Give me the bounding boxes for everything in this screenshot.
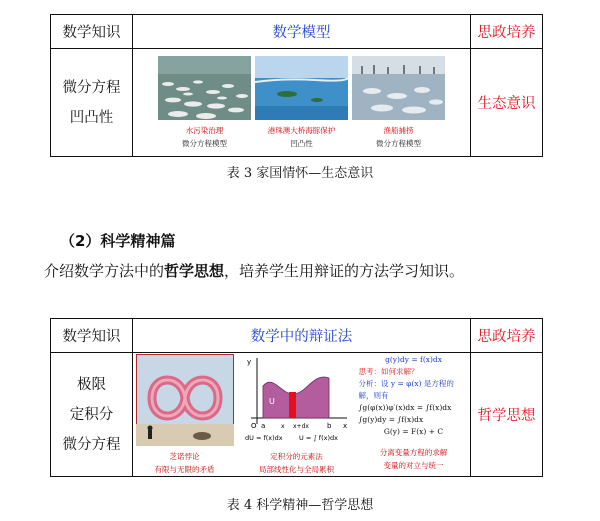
- bridge-panel: [255, 56, 349, 150]
- t3-header-knowledge: 数学知识: [51, 15, 133, 49]
- fishing-subcaption: 微分方程模型: [376, 138, 421, 148]
- u-formula: U = ∫ f(x)dx: [298, 433, 338, 442]
- water-pollution-caption: 水污染治理: [185, 125, 224, 135]
- a-label: a: [260, 421, 265, 430]
- t4-topic: 定积分: [69, 406, 114, 423]
- table-3: [50, 14, 543, 157]
- zeno-panel: [135, 354, 235, 476]
- table-4-caption: 表 4 科学精神—哲学思想: [226, 498, 374, 513]
- x-label: x: [280, 422, 285, 430]
- t4-header-dialectics: 数学中的辩证法: [133, 319, 471, 353]
- section-heading: （2）科学精神篇: [60, 232, 176, 250]
- t4-topics: [51, 353, 133, 477]
- xdx-label: x+dx: [292, 422, 309, 430]
- t4-header-ideology: 思政培养: [471, 319, 543, 353]
- ode-derivation: [359, 354, 469, 446]
- table-3-caption: 表 3 家国情怀—生态意识: [226, 166, 374, 181]
- water-pollution-panel: [158, 56, 252, 150]
- t4-topic: 微分方程: [62, 436, 121, 453]
- integral-subcaption: 局部线性化与全局累积: [259, 464, 334, 474]
- b-label: b: [326, 421, 331, 430]
- integral-caption: 定积分的元素法: [270, 451, 323, 461]
- t4-header-knowledge: 数学知识: [51, 319, 133, 353]
- zeno-caption: 芝诺悖论: [169, 451, 200, 461]
- fishing-panel: [352, 56, 446, 150]
- t4-topic: 极限: [77, 376, 106, 393]
- table-4: [50, 318, 543, 477]
- ode-step-2: ∫g(y)dy = ∫f(x)dx: [358, 414, 424, 424]
- ode-question: 思考：如何求解？: [358, 366, 419, 376]
- paragraph-text-start: 介绍数学方法中的: [44, 262, 165, 280]
- t4-value: 哲学思想: [471, 353, 543, 477]
- infinity-image: [136, 354, 234, 446]
- ode-caption: 分离变量方程的求解: [379, 447, 448, 457]
- water-pollution-subcaption: 微分方程模型: [182, 138, 227, 148]
- ode-step-3: G(y) = F(x) + C: [383, 426, 444, 436]
- x-axis-label: x: [342, 421, 347, 430]
- t4-panels: [133, 353, 471, 477]
- t3-topics: [51, 49, 133, 157]
- integral-panel: [243, 354, 351, 476]
- intro-paragraph: [44, 260, 584, 281]
- paragraph-bold-term: 哲学思想: [164, 262, 225, 280]
- zeno-subcaption: 有限与无限的矛盾: [154, 464, 215, 474]
- ode-equation: g(y)dy = f(x)dx: [385, 354, 442, 364]
- t3-header-ideology: 思政培养: [471, 15, 543, 49]
- origin-label: O: [250, 421, 257, 430]
- bridge-image: [255, 56, 348, 120]
- bridge-subcaption: 凹凸性: [290, 138, 313, 148]
- t3-value: 生态意识: [471, 49, 543, 157]
- ode-subcaption: 变量的对立与统一: [383, 460, 444, 470]
- t3-topic: 凹凸性: [69, 109, 114, 126]
- t3-header-model: 数学模型: [133, 15, 471, 49]
- ode-analysis: 分析：设 y = φ(x) 是方程的解，则有: [358, 378, 454, 400]
- integral-graph: [243, 354, 351, 446]
- y-axis-label: y: [246, 357, 251, 366]
- water-pollution-image: [158, 56, 251, 120]
- paragraph-text-end: ，培养学生用辩证的方法学习知识。: [224, 262, 465, 280]
- fishing-caption: 渔船捕捞: [383, 125, 414, 135]
- du-formula: dU = f(x)dx: [244, 433, 283, 442]
- u-label: U: [268, 396, 275, 406]
- fishing-image: [352, 56, 445, 120]
- t3-topic: 微分方程: [62, 79, 121, 96]
- ode-step-1: ∫g(φ(x))φ′(x)dx = ∫f(x)dx: [358, 402, 452, 412]
- ode-panel: [359, 354, 469, 476]
- t3-images: [133, 49, 471, 157]
- bridge-caption: 港珠澳大桥海豚保护: [267, 125, 336, 135]
